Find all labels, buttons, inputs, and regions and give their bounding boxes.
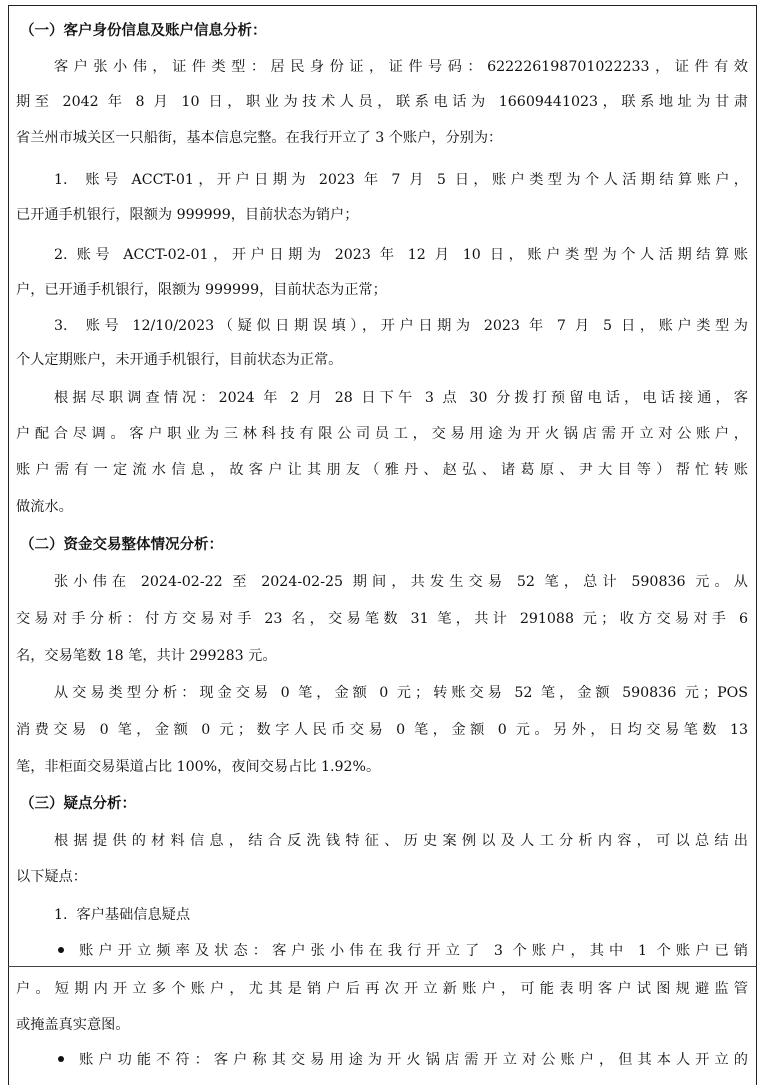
paragraph-line: 省兰州市城关区一只船街，基本信息完整。在我行开立了 3 个账户，分别为：	[16, 130, 503, 146]
account-item-2-cont: 户，已开通手机银行，限额为 999999，目前状态为正常；	[16, 282, 387, 298]
section-heading-2: （二）资金交易整体情况分析：	[20, 536, 223, 553]
paragraph-line: 做流水。	[16, 499, 73, 515]
paragraph-line: 或掩盖真实意图。	[16, 1017, 130, 1033]
bullet-text: 账户开立频率及状态：客户张小伟在我行开立了 3 个账户，其中 1 个账户已销	[74, 943, 748, 959]
account-item-1-cont: 已开通手机银行，限额为 999999，目前状态为销户；	[16, 207, 359, 223]
paragraph-line: 笔，非柜面交易渠道占比 100%，夜间交易占比 1.92%。	[16, 759, 381, 775]
bullet-icon	[58, 947, 64, 953]
paragraph-line: 以下疑点：	[16, 869, 87, 885]
paragraph-line: 客户张小伟，证件类型：居民身份证，证件号码：622226198701022233，证件有效	[54, 59, 748, 75]
paragraph-line: 户配合尽调。客户职业为三林科技有限公司员工，交易用途为开火锅店需开立对公账户，	[16, 426, 748, 442]
bullet-text: 账户功能不符：客户称其交易用途为开火锅店需开立对公账户，但其本人开立的	[74, 1052, 748, 1068]
bullet-item-1	[58, 941, 748, 961]
account-item-2: 2. 账号 ACCT-02-01，开户日期为 2023 年 12 月 10 日，账户类型为个人活期结算账	[54, 247, 748, 263]
paragraph-line: 根据提供的材料信息，结合反洗钱特征、历史案例以及人工分析内容，可以总结出	[54, 833, 748, 849]
account-item-1: 1. 账号 ACCT-01，开户日期为 2023 年 7 月 5 日，账户类型为个人活期结算账户，	[54, 172, 748, 188]
account-item-3-cont: 个人定期账户，未开通手机银行，目前状态为正常。	[16, 352, 343, 368]
bullet-item-2	[58, 1050, 748, 1070]
subheading-basic-info: 1. 客户基础信息疑点	[54, 907, 191, 923]
paragraph-line: 张小伟在 2024-02-22 至 2024-02-25 期间，共发生交易 52 笔，总计 590836 元。从	[54, 574, 748, 590]
paragraph-line: 名，交易笔数 18 笔，共计 299283 元。	[16, 648, 277, 664]
paragraph-line: 消费交易 0 笔，金额 0 元；数字人民币交易 0 笔，金额 0 元。另外，日均交易笔数 13	[16, 722, 748, 738]
paragraph-line: 交易对手分析：付方交易对手 23 名，交易笔数 31 笔，共计 291088 元；收方交易对手 6	[16, 611, 748, 627]
paragraph-line: 账户需有一定流水信息，故客户让其朋友（雅丹、赵弘、诸葛原、尹大目等）帮忙转账	[16, 462, 748, 478]
paragraph-line: 根据尽职调查情况：2024 年 2 月 28 日下午 3 点 30 分拨打预留电话，电话接通，客	[54, 390, 748, 406]
paragraph-line: 期至 2042 年 8 月 10 日，职业为技术人员，联系电话为 16609441023，联系地址为甘肃	[16, 94, 748, 110]
bullet-icon	[58, 1056, 64, 1062]
section-heading-1: （一）客户身份信息及账户信息分析：	[20, 22, 267, 39]
section-heading-3: （三）疑点分析：	[20, 795, 136, 812]
account-item-3: 3. 账号 12/10/2023（疑似日期误填），开户日期为 2023 年 7 月 5 日，账户类型为	[54, 318, 748, 334]
paragraph-line: 户。短期内开立多个账户，尤其是销户后再次开立新账户，可能表明客户试图规避监管	[16, 981, 748, 997]
paragraph-line: 从交易类型分析：现金交易 0 笔，金额 0 元；转账交易 52 笔，金额 590836 元；POS	[54, 685, 748, 701]
